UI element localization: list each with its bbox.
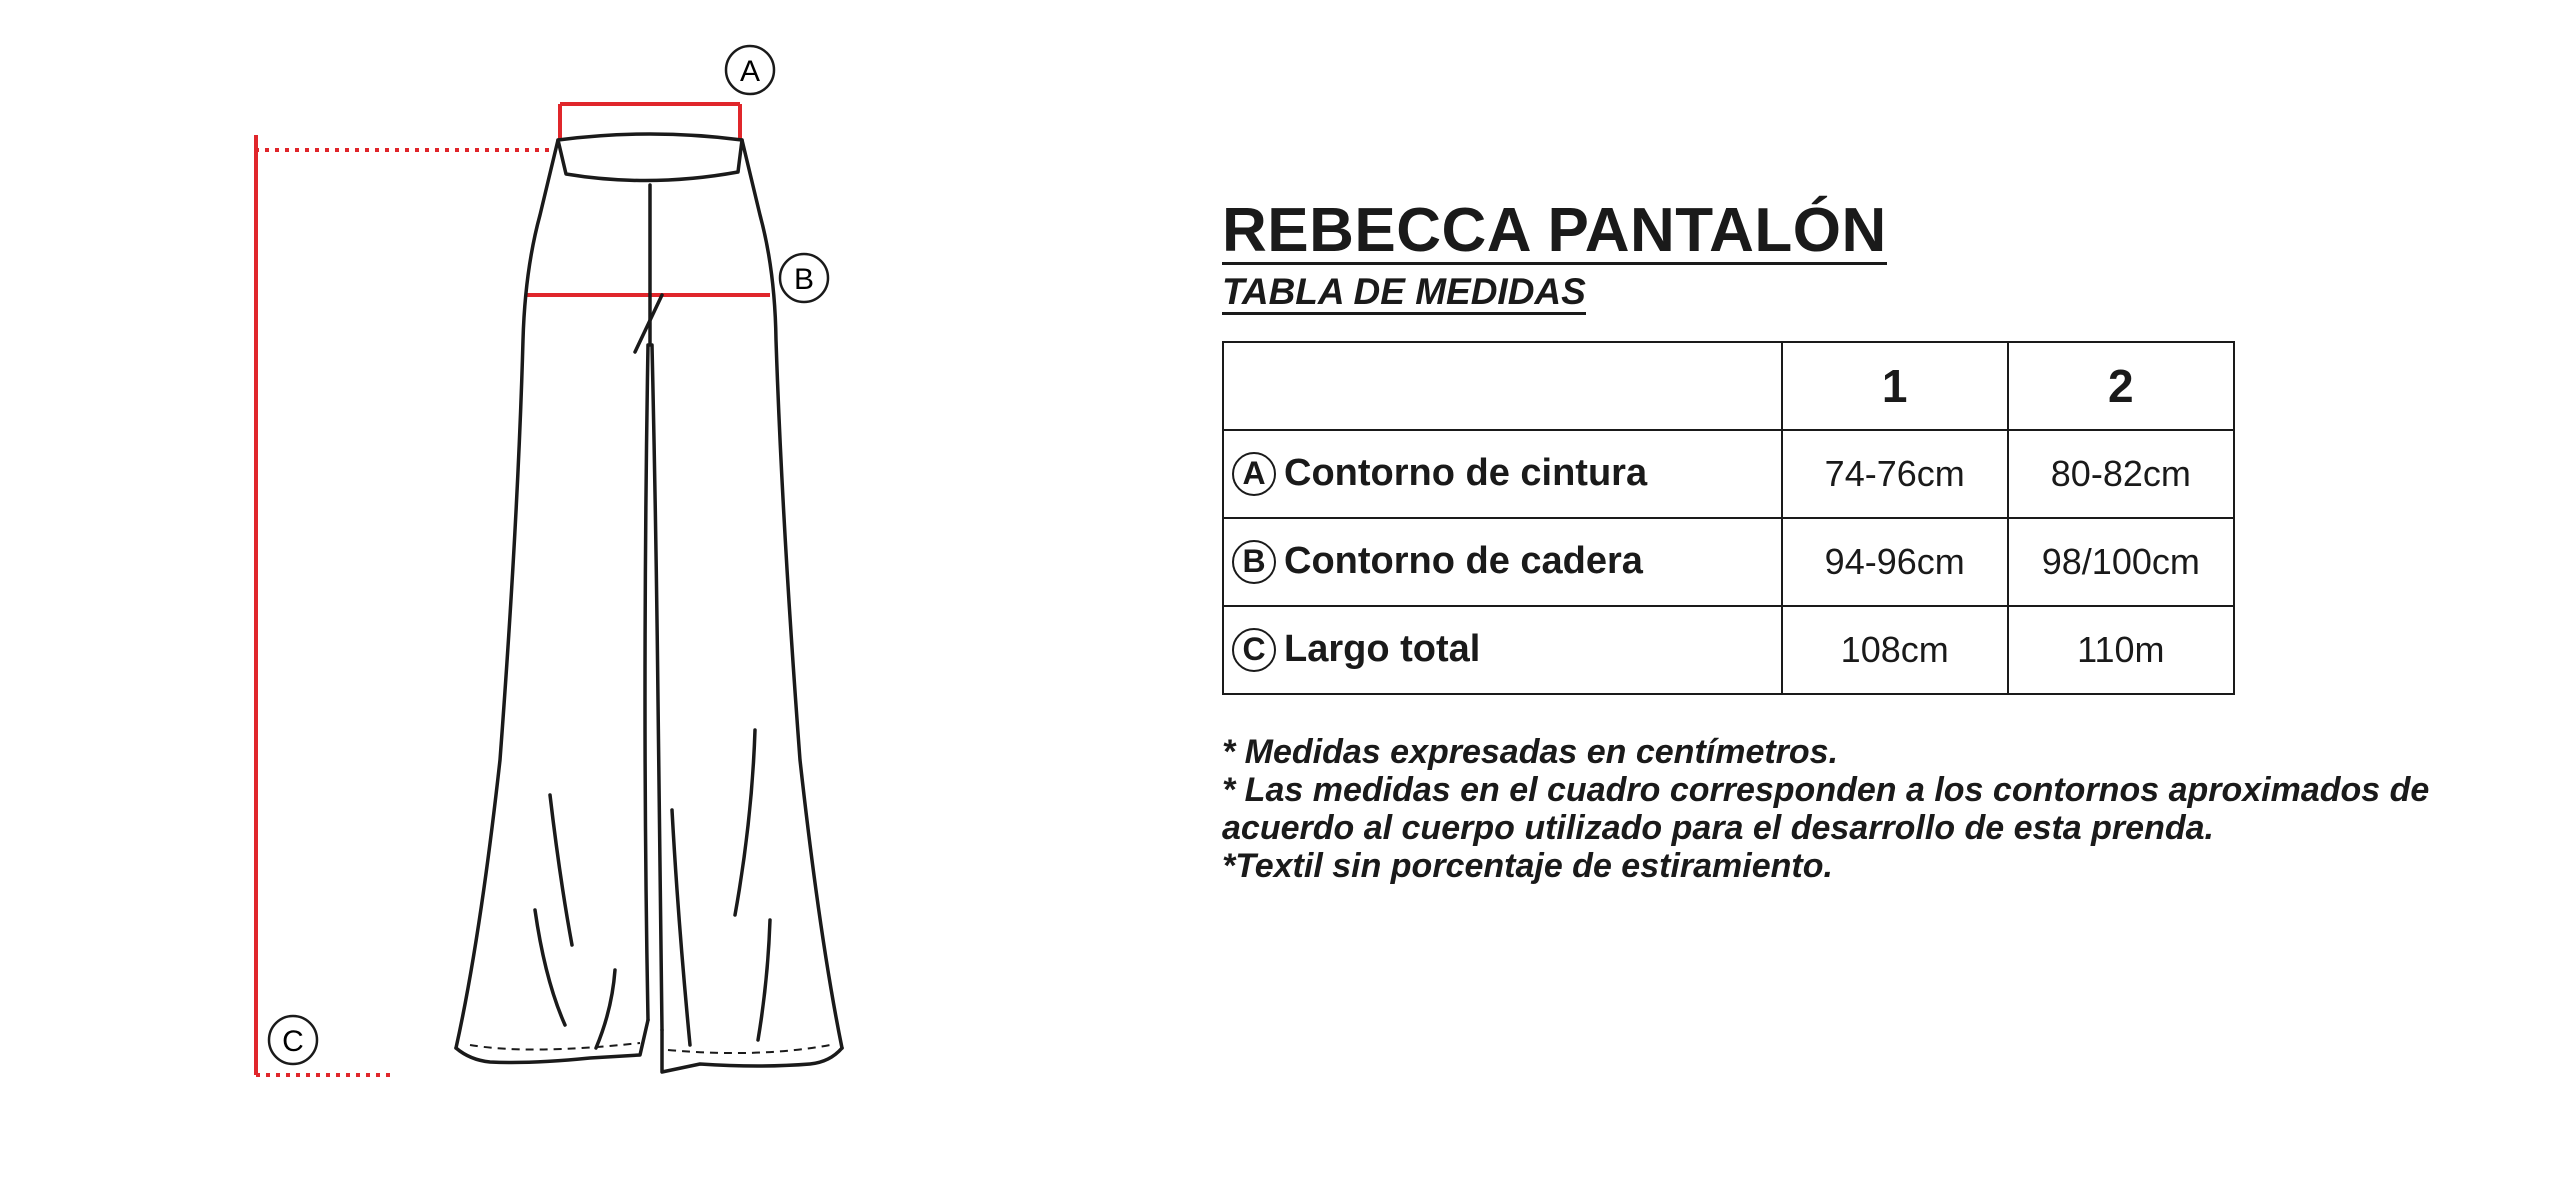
note-stretch: *Textil sin porcentaje de estiramiento. bbox=[1222, 846, 1833, 885]
row-label-text: Contorno de cadera bbox=[1284, 540, 1643, 583]
row-label-text: Contorno de cintura bbox=[1284, 452, 1648, 495]
pants-technical-drawing bbox=[0, 0, 1100, 1177]
hem-stitching bbox=[470, 1043, 830, 1053]
note-contours: * Las medidas en el cuadro corresponden a los contornos aproximados de acuerdo al cuerpo utilizado para el desarrollo de esta prenda. bbox=[1222, 770, 2430, 847]
header-size-2: 2 bbox=[2008, 342, 2234, 430]
marker-c-badge: C bbox=[1232, 628, 1276, 672]
measurements-table bbox=[1222, 341, 2235, 695]
waist-size-2: 80-82cm bbox=[2008, 430, 2234, 518]
hip-size-2: 98/100cm bbox=[2008, 518, 2234, 606]
length-size-1: 108cm bbox=[1782, 606, 2008, 694]
table-header-row bbox=[1223, 342, 2234, 430]
table-row-hip bbox=[1223, 518, 2234, 606]
svg-text:A: A bbox=[739, 55, 761, 88]
row-label-hip bbox=[1223, 518, 1782, 606]
notes-block bbox=[1222, 733, 2432, 885]
marker-b-badge: B bbox=[1232, 540, 1276, 584]
hip-size-1: 94-96cm bbox=[1782, 518, 2008, 606]
waist-size-1: 74-76cm bbox=[1782, 430, 2008, 518]
svg-text:C: C bbox=[282, 1025, 304, 1058]
note-units: * Medidas expresadas en centímetros. bbox=[1222, 732, 1839, 771]
marker-a-badge: A bbox=[1232, 452, 1276, 496]
svg-text:B: B bbox=[793, 263, 815, 296]
size-chart-panel bbox=[1222, 196, 2452, 885]
row-label-waist bbox=[1223, 430, 1782, 518]
header-empty-cell bbox=[1223, 342, 1782, 430]
table-subtitle: TABLA DE MEDIDAS bbox=[1222, 273, 1586, 315]
table-row-waist bbox=[1223, 430, 2234, 518]
table-row-length bbox=[1223, 606, 2234, 694]
product-title: REBECCA PANTALÓN bbox=[1222, 196, 1887, 265]
marker-a bbox=[726, 46, 774, 94]
marker-b bbox=[780, 254, 828, 302]
row-label-text: Largo total bbox=[1284, 628, 1481, 671]
length-size-2: 110m bbox=[2008, 606, 2234, 694]
row-label-length bbox=[1223, 606, 1782, 694]
header-size-1: 1 bbox=[1782, 342, 2008, 430]
marker-c bbox=[269, 1016, 317, 1064]
